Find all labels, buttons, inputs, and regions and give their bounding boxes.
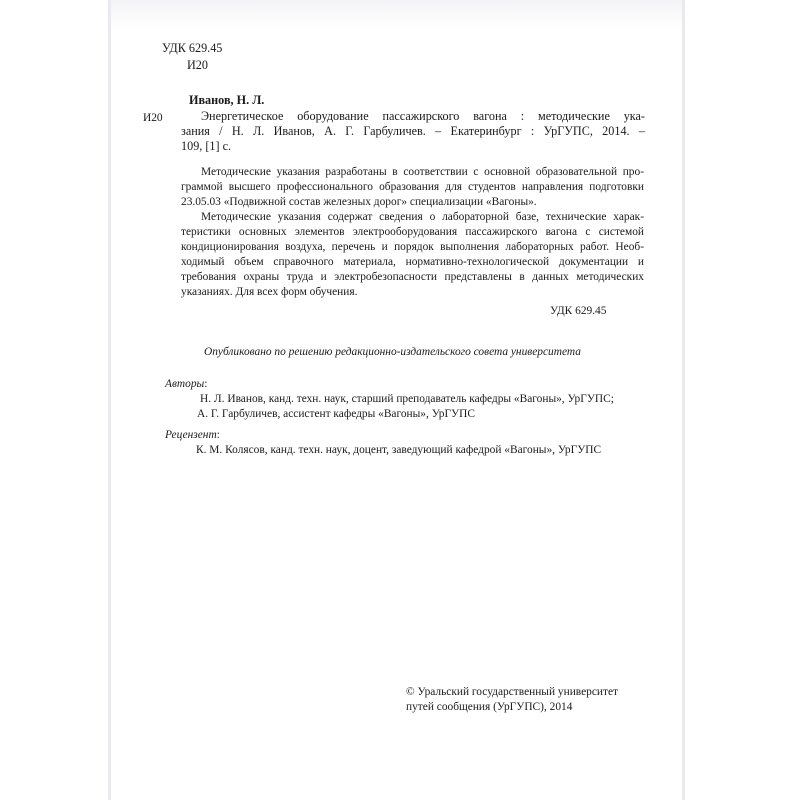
reviewer-colon: :	[216, 429, 220, 441]
abstract-p2-line-6: указаниях. Для всех форм обучения.	[181, 286, 358, 298]
copyright-line-2: путей сообщения (УрГУПС), 2014	[406, 701, 573, 713]
reviewer-heading	[165, 428, 220, 443]
authors-label: Авторы	[165, 378, 205, 390]
author-entry-2: А. Г. Гарбуличев, ассистент кафедры «Вагоны», УрГУПС	[197, 408, 475, 420]
author-sign: И20	[187, 58, 208, 72]
record-line-3: 109, [1] с.	[181, 139, 232, 153]
abstract-p2-line-4: ходимый объем справочного материала, нормативно-технологической документации и	[181, 256, 644, 268]
reviewer-entry-1: К. М. Колясов, канд. техн. наук, доцент, заведующий кафедрой «Вагоны», УрГУПС	[196, 444, 602, 456]
authors-heading	[165, 377, 207, 392]
abstract-udk: УДК 629.45	[550, 305, 607, 317]
abstract-p1-line-3: 23.05.03 «Подвижной состав железных дорог» специализации «Вагоны».	[181, 196, 537, 208]
abstract-p2-line-5: требования охраны труда и электробезопасности представлены в данных методических	[181, 271, 644, 283]
authors-colon: :	[204, 378, 208, 390]
abstract-p2-line-3: кондиционирования воздуха, перечень и порядок выполнения лабораторных работ. Необ-	[181, 241, 644, 253]
reviewer-label: Рецензент	[165, 429, 217, 441]
abstract-p1-line-2: граммой высшего профессионального образования для студентов направления подготовки	[181, 181, 644, 193]
page-top-shade	[111, 0, 682, 30]
record-margin-sign: И20	[143, 112, 163, 124]
record-line-2: зания / Н. Л. Иванов, А. Г. Гарбуличев. – Екатеринбург : УрГУПС, 2014. –	[181, 124, 645, 138]
record-author: Иванов, Н. Л.	[189, 93, 265, 107]
copyright-line-1: © Уральский государственный университет	[406, 686, 619, 698]
abstract-p2-line-2: теристики основных элементов электрооборудования пассажирского вагона с системой	[181, 226, 644, 238]
author-entry-1: Н. Л. Иванов, канд. техн. наук, старший преподаватель кафедры «Вагоны», УрГУПС;	[200, 393, 614, 405]
abstract-p1-line-1: Методические указания разработаны в соответствии с основной образовательной про-	[201, 166, 644, 178]
abstract-p2-line-1: Методические указания содержат сведения о лабораторной базе, технические харак-	[201, 211, 644, 223]
udk-code: УДК 629.45	[162, 41, 223, 55]
publication-note: Опубликовано по решению редакционно-издательского совета университета	[204, 346, 581, 358]
record-line-1: Энергетическое оборудование пассажирского вагона : методические ука-	[201, 109, 645, 123]
